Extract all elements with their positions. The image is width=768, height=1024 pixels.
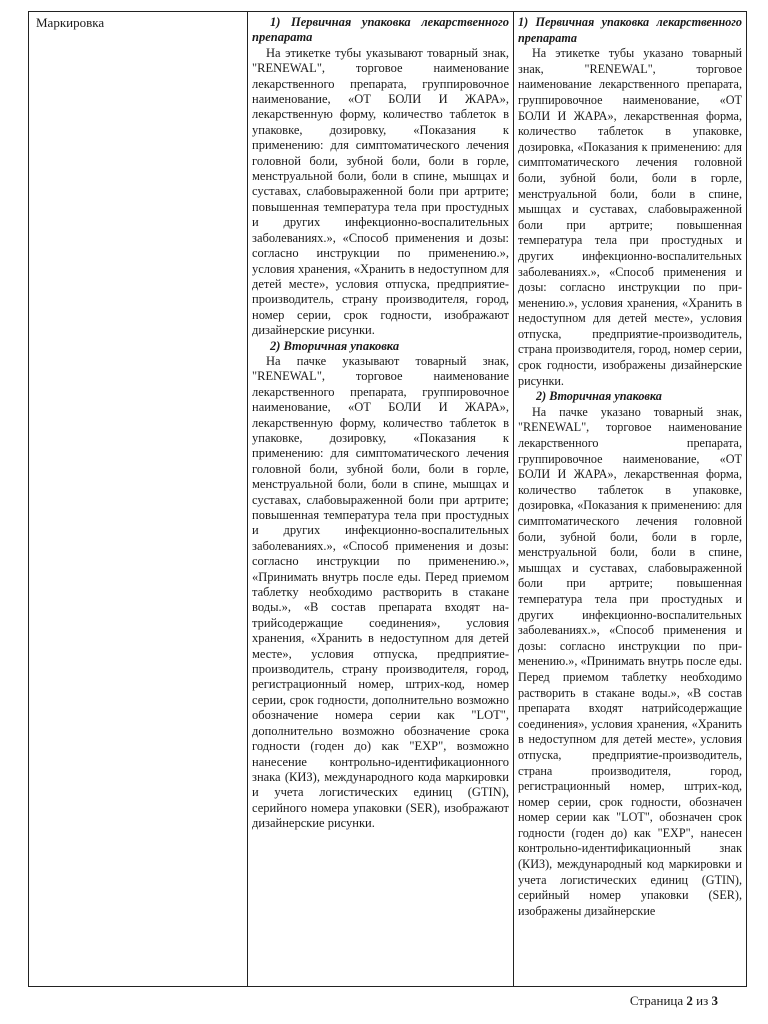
- current-text-cell: [248, 12, 514, 987]
- current-secondary-heading: 2) Вторичная упаковка: [270, 338, 400, 353]
- page-word: Страница: [629, 993, 684, 1008]
- changes-table: [28, 11, 747, 987]
- proposed-secondary-text: На пачке указано товарный знак, "RENEWAL", торговое наименование лекарственного препарата, группировочное наименование, «ОТ БОЛИ И ЖАРА», лекарственная форма, количество таблеток в упаковке, дозировка, «Показания к применению: для симптоматического лечения головной боли, зубной боли, боли в горле, менструальной боли, боли в спине, мышцах и суставах, слабовыраженной боли при артрите; повышенная температура тела при простудных и других инфекционно-воспалительных заболеваниях.», «Способ применения и дозы: согласно инструкции по применению.», «Принимать внутрь после еды. Перед приемом таблетку необходимо растворить в стакане воды.», «В состав препарата входят натрийсодержащие соединения», условия хранения, «Хранить в недоступном для детей месте», условия отпуска, предприятие-производитель, страна производителя, город, регистрационный номер, штрих-код, номер серии, срок годности, обозначен номер серии как "LOT", обозначен срок годности (годен до) как "EXP", нанесен контрольно-идентификационный знак (КИЗ), международный код маркировки и учета логистических единиц (GTIN), серийный номер упаковки (SER), изображены дизайнерские: [518, 404, 742, 918]
- proposed-primary-heading: 1) Первичная упаковка лекарственного препарата: [518, 15, 742, 45]
- label-cell: [29, 12, 248, 987]
- page-number: [630, 993, 718, 1009]
- page-current: 2: [686, 993, 693, 1008]
- current-secondary-text: На пачке указывают товарный знак, "RENEWAL", торговое наименование лекарственного препарата, группировочное наименование, «ОТ БОЛИ И ЖАРА», лекарственную форму, количество таблеток в упаковке, дозировку, «Показания к применению: для симптоматического лечения головной боли, зубной боли, боли в горле, менструальной боли, боли в спине, мышцах и суставах, слабовыраженной боли при артрите; повышенная температура тела при простудных и других инфекционно-воспалительных заболеваниях.», «Способ применения и дозы: согласно инструкции по применению.», «Принимать внутрь после еды. Перед приемом таблетку необходимо растворить в стакане воды.», «В состав препарата входят натрийсодержащие соединения», условия хранения, «Хранить в недоступном для детей месте», условия отпуска, предприятие-производитель, страну производителя, город, регистрационный номер, штрих-код, номер серии, срок годности, дополнительно возможно обозначение номера серии как "LOT", дополнительно возможно обозначение срока годности (годен до) как "EXP", возможно нанесение контрольно-идентификационного знака (КИЗ), международного кода маркировки и учета логистических единиц (GTIN), серийного номера упаковки (SER), изображают дизайнерские рисунки.: [252, 353, 509, 831]
- row-label: Маркировка: [36, 15, 105, 30]
- of-word: из: [696, 993, 709, 1008]
- current-primary-heading: 1) Первичная упаковка лекарственного препарата: [252, 15, 509, 45]
- proposed-text-cell: [514, 12, 747, 987]
- page-total: 3: [711, 993, 718, 1008]
- current-primary-text: На этикетке тубы указывают товарный знак, "RENEWAL", торговое наименование лекарственного препарата, группировочное наименование, «ОТ БОЛИ И ЖАРА», лекарственную форму, количество таблеток в упаковке, дозировку, «Показания к применению: для симптоматического лечения головной боли, зубной боли, боли в горле, менструальной боли, боли в спине, мышцах и суставах, слабовыраженной боли при артрите; повышенная температура тела при простудных и других инфекционно-воспалительных заболеваниях.», «Способ применения и дозы: согласно инструкции по применению.», условия хранения, «Хранить в недоступном для детей месте», условия отпуска, предприятие-производитель, страну производителя, город, номер серии, срок годности, изображают дизайнерские рисунки.: [252, 45, 509, 338]
- proposed-secondary-heading: 2) Вторичная упаковка: [536, 389, 662, 404]
- proposed-primary-text: На этикетке тубы указано товарный знак, "RENEWAL", торговое наименование лекарственного препарата, группировочное наименование, «ОТ БОЛИ И ЖАРА», лекарственная форма, количество таблеток в упаковке, дозировка, «Показания к применению: для симптоматического лечения головной боли, зубной боли, боли в горле, менструальной боли, боли в спине, мышцах и суставах, слабовыраженной боли при артрите; повышенная температура тела при простудных и других инфекционно-воспалительных заболеваниях.», «Способ применения и дозы: согласно инструкции по применению.», условия хранения, «Хранить в недоступном для детей месте», условия отпуска, предприятие-производитель, страна производителя, город, номер серии, срок годности, изображены дизайнерские рисунки.: [518, 46, 742, 388]
- table-row: [29, 12, 747, 987]
